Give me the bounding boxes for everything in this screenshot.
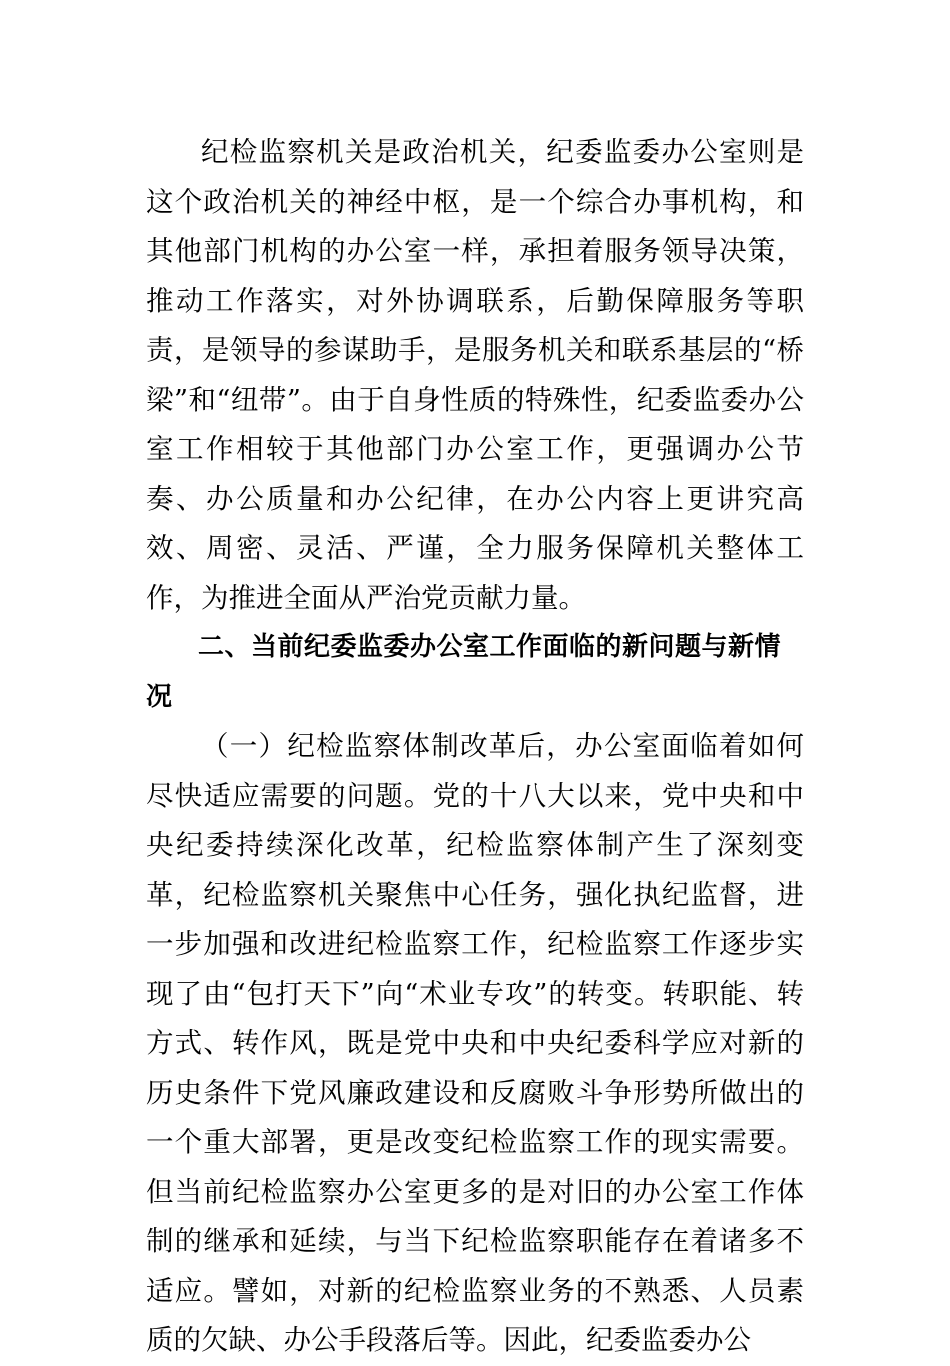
section-heading: 二、当前纪委监委办公室工作面临的新问题与新情况 bbox=[146, 632, 782, 712]
body-paragraph: （一）纪检监察体制改革后，办公室面临着如何尽快适应需要的问题。党的十八大以来，党中央和中央纪委持续深化改革，纪检监察体制产生了深刻变革，纪检监察机关聚焦中心任务，强化执纪监督，进一步加强和改进纪检监察工作，纪检监察工作逐步实现了由“包打天下”向“术业专攻”的转变。转职能、转方式、转作风，既是党中央和中央纪委科学应对新的历史条件下党风廉政建设和反腐败斗争形势所做出的一个重大部署，更是改变纪检监察工作的现实需要。但当前纪检监察办公室更多的是对旧的办公室工作体制的继承和延续，与当下纪检监察职能存在着诸多不适应。譬如，对新的纪检监察业务的不熟悉、人员素质的欠缺、办公手段落后等。因此，纪委监委办公 bbox=[146, 730, 804, 1356]
body-paragraph: 纪检监察机关是政治机关，纪委监委办公室则是这个政治机关的神经中枢，是一个综合办事机构，和其他部门机构的办公室一样，承担着服务领导决策，推动工作落实，对外协调联系，后勤保障服务等职责，是领导的参谋助手，是服务机关和联系基层的“桥梁”和“纽带”。由于自身性质的特殊性，纪委监委办公室工作相较于其他部门办公室工作，更强调办公节奏、办公质量和办公纪律，在办公内容上更讲究高效、周密、灵活、严谨，全力服务保障机关整体工作，为推进全面从严治党贡献力量。 bbox=[146, 136, 804, 614]
document-page bbox=[146, 128, 804, 1366]
